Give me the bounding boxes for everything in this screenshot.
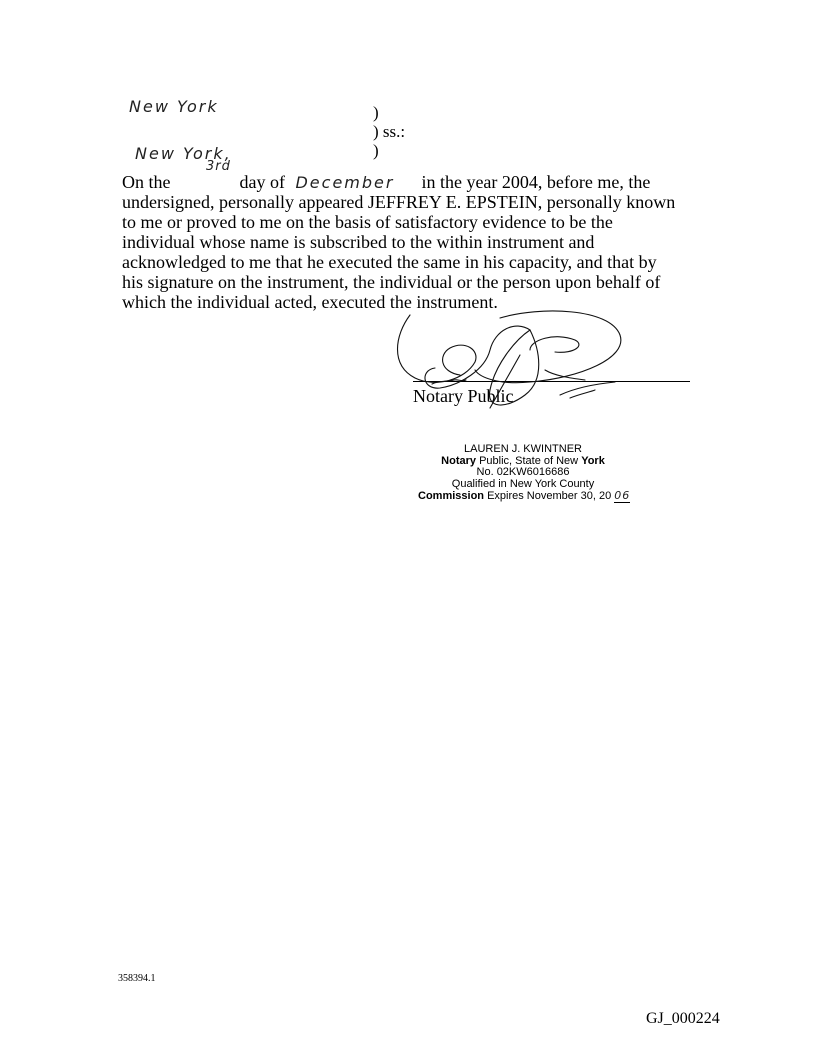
venue-paren-1: ) bbox=[373, 103, 379, 122]
notary-signature bbox=[380, 310, 680, 420]
handwritten-day: 3rd bbox=[206, 159, 231, 174]
ack-line-1 bbox=[122, 172, 650, 193]
ack-on-the: On the bbox=[122, 172, 171, 192]
stamp-handwritten-year: 06 bbox=[614, 489, 631, 502]
stamp-line-4 bbox=[418, 489, 631, 503]
stamp-public-state: Public, State of New bbox=[476, 454, 582, 467]
bates-number: GJ_000224 bbox=[646, 1010, 720, 1027]
ack-line-3: to me or proved to me on the basis of satisfactory evidence to be the bbox=[122, 212, 613, 232]
ack-line-5: acknowledged to me that he executed the same in his capacity, and that by bbox=[122, 252, 657, 272]
ack-line-6: his signature on the instrument, the individual or the person upon behalf of bbox=[122, 272, 661, 292]
venue-paren-3: ) bbox=[373, 141, 379, 160]
venue-state: New York bbox=[129, 97, 219, 116]
stamp-york: York bbox=[581, 454, 605, 467]
ack-day-of: day of bbox=[239, 172, 285, 192]
venue-county: New York, bbox=[135, 144, 232, 163]
handwritten-month: December bbox=[295, 173, 395, 192]
stamp-commission: Commission bbox=[418, 490, 485, 502]
stamp-notary: Notary bbox=[441, 454, 477, 467]
stamp-expires: Expires November 30, 20 bbox=[484, 490, 615, 502]
notary-public-label: Notary Public bbox=[413, 386, 514, 406]
ack-line-7: which the individual acted, executed the instrument. bbox=[122, 292, 498, 312]
venue-paren-ss: ) ss.: bbox=[373, 122, 406, 141]
ack-year-text: in the year 2004, before me, the bbox=[421, 172, 651, 192]
stamp-qualified: Qualified in New York County bbox=[451, 477, 595, 490]
stamp-number: No. 02KW6016686 bbox=[476, 466, 570, 478]
notary-stamp bbox=[418, 443, 631, 503]
ack-line-2: undersigned, personally appeared JEFFREY E. EPSTEIN, personally known bbox=[122, 192, 676, 212]
ack-line-4: individual whose name is subscribed to the within instrument and bbox=[122, 232, 595, 252]
document-number: 358394.1 bbox=[118, 973, 156, 984]
stamp-name: LAUREN J. KWINTNER bbox=[464, 443, 582, 455]
